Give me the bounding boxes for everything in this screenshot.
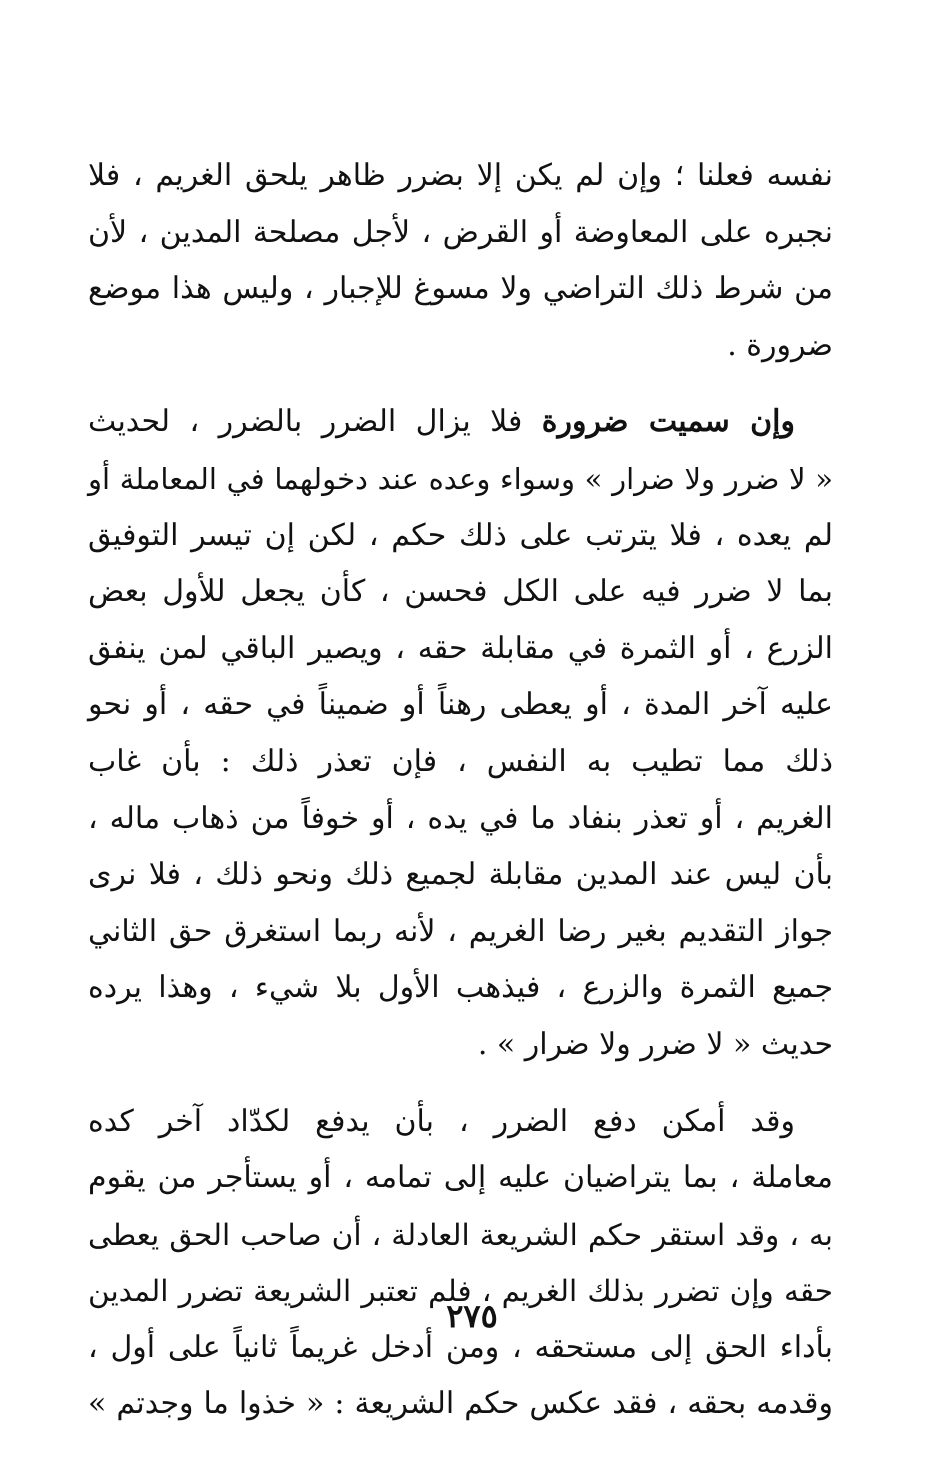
page-body bbox=[88, 148, 833, 1433]
paragraph-gap bbox=[88, 1074, 833, 1094]
text-line: بأداء الحق إلى مستحقه ، ومن أدخل غريماً ثانياً على أول ، bbox=[88, 1329, 833, 1365]
text-line: الغريم ، أو تعذر بنفاد ما في يده ، أو خوفاً من ذهاب ماله ، bbox=[88, 800, 833, 836]
paragraph-1 bbox=[88, 148, 833, 374]
text-line: نفسه فعلنا ؛ وإن لم يكن إلا بضرر ظاهر يلحق الغريم ، فلا bbox=[88, 158, 833, 193]
text-line: بما لا ضرر فيه على الكل فحسن ، كأن يجعل للأول بعض bbox=[88, 574, 833, 610]
text-line: « لا ضرر ولا ضرار » وسواء وعده عند دخولهما في المعاملة أو bbox=[88, 461, 833, 496]
paragraph-gap bbox=[88, 374, 833, 394]
text-line: وقد أمكن دفع الضرر ، بأن يدفع لكدّاد آخر كده bbox=[88, 1103, 795, 1139]
text-line: الزرع ، أو الثمرة في مقابلة حقه ، ويصير الباقي لمن ينفق bbox=[88, 630, 833, 666]
page-number: ٢٧٥ bbox=[446, 1297, 498, 1335]
text-line: معاملة ، بما يتراضيان عليه إلى تمامه ، أو يستأجر من يقوم bbox=[88, 1160, 833, 1196]
text-line: نجبره على المعاوضة أو القرض ، لأجل مصلحة المدين ، لأن bbox=[88, 214, 833, 250]
text-line: وقدمه بحقه ، فقد عكس حكم الشريعة : « خذوا ما وجدتم » bbox=[88, 1386, 833, 1422]
paragraph-2 bbox=[88, 394, 833, 1073]
text-line-rest: فلا يزال الضرر بالضرر ، لحديث bbox=[88, 404, 542, 440]
text-line: بأن ليس عند المدين مقابلة لجميع ذلك ونحو ذلك ، فلا نرى bbox=[88, 857, 833, 893]
paragraph-3 bbox=[88, 1094, 833, 1434]
text-line: ذلك مما تطيب به النفس ، فإن تعذر ذلك : بأن غاب bbox=[88, 743, 833, 779]
text-line: جواز التقديم بغير رضا الغريم ، لأنه ربما استغرق حق الثاني bbox=[88, 913, 833, 949]
text-line: عليه آخر المدة ، أو يعطى رهناً أو ضميناً في حقه ، أو نحو bbox=[88, 687, 833, 723]
text-line: حقه وإن تضرر بذلك الغريم ، فلم تعتبر الشريعة تضرر المدين bbox=[88, 1274, 833, 1309]
text-line: به ، وقد استقر حكم الشريعة العادلة ، أن صاحب الحق يعطى bbox=[88, 1217, 833, 1252]
bold-lead-phrase: وإن سميت ضرورة bbox=[541, 404, 796, 440]
text-line: حديث « لا ضرر ولا ضرار » . bbox=[477, 1026, 833, 1062]
text-line: ضرورة . bbox=[727, 327, 833, 363]
text-line: من شرط ذلك التراضي ولا مسوغ للإجبار ، وليس هذا موضع bbox=[88, 271, 833, 307]
text-line: جميع الثمرة والزرع ، فيذهب الأول بلا شيء ، وهذا يرده bbox=[88, 970, 833, 1006]
text-line: لم يعده ، فلا يترتب على ذلك حكم ، لكن إن تيسر التوفيق bbox=[88, 517, 833, 553]
text-line-with-bold-lead bbox=[88, 394, 833, 451]
